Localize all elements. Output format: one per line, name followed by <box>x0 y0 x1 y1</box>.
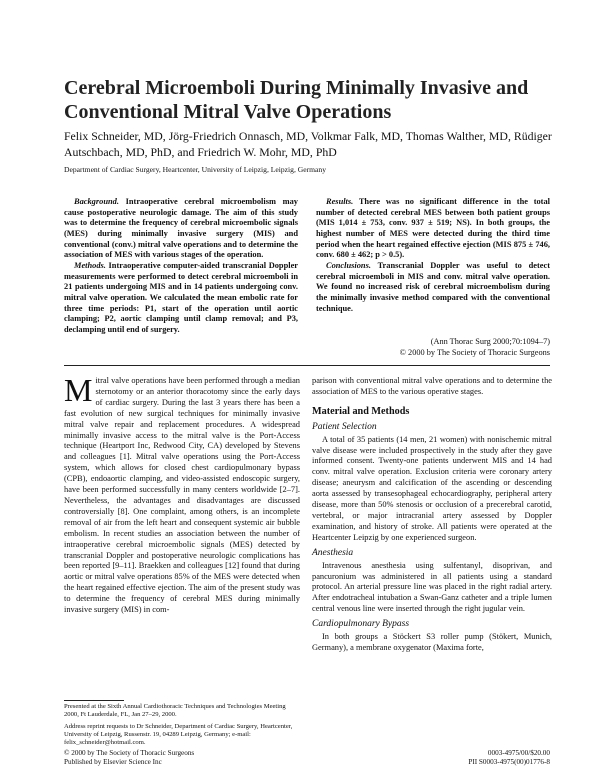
footer-copyright: © 2000 by The Society of Thoracic Surgeons <box>64 749 195 757</box>
background-label: Background. <box>74 197 119 206</box>
conclusions-text: Transcranial Doppler was useful to detect cerebral microemboli in MIS and conv. mitral valve operation. We found no increased risk of cerebral microembolism during the minimally invasive method compared with the conventional technique. <box>316 260 550 313</box>
patient-text: A total of 35 patients (14 men, 21 women) with nonischemic mitral valve disease were included prospectively in the study after they gave informed consent. Twenty-one patients underwent MIS and 14 had conv. mitral valve operation. Exclusion criteria were coronary artery disease; aneurysm and calcification of the ascending or descending aorta assessed by transesophageal echocardiography, peripheral artery disease, more than 50% stenosis or occlusion of a precerebral carotid, vertebral, or major intracranial artery assessed by Doppler examination, and history of stroke. All patients were operated at the Heartcenter Leipzig by one experienced surgeon. <box>312 434 552 542</box>
affiliation: Department of Cardiac Surgery, Heartcenter, University of Leipzig, Leipzig, Germany <box>64 165 327 174</box>
materials-heading: Material and Methods <box>312 405 410 417</box>
intro-continued: parison with conventional mitral valve operations and to determine the association of MES to the various operative stages. <box>312 376 552 396</box>
methods-column <box>312 376 552 654</box>
background-text: Intraoperative cerebral microembolism may cause postoperative neurologic damage. The aim of this study was to determine the frequency of cerebral microembolic signals (MES) during minimally invasive surgery (MIS) and conventional (conv.) mitral valve operations and to determine the association of MES with various stages of the operation. <box>64 197 298 260</box>
abstract-right-column <box>316 197 550 314</box>
anesthesia-text: Intravenous anesthesia using sulfentanyl, disoprivan, and pancuronium was administered in all patients using a standard protocol. An arterial pressure line was placed in the right radial artery. After endotracheal intubation a Swan-Ganz catheter and a triple lumen central venous line were inserted through the right jugular vein. <box>312 560 552 614</box>
conclusions-label: Conclusions. <box>326 260 371 270</box>
footnote-divider <box>64 700 124 701</box>
copyright-notice: © 2000 by The Society of Thoracic Surgeons <box>399 348 550 357</box>
author-list: Felix Schneider, MD, Jörg-Friedrich Onnasch, MD, Volkmar Falk, MD, Thomas Walther, MD, Rüdiger Autschbach, MD, PhD, and Friedrich W. Mohr, MD, PhD <box>64 129 552 159</box>
footer-publisher: Published by Elsevier Science Inc <box>64 758 162 766</box>
footer-left <box>64 749 194 767</box>
intro-column <box>64 372 300 616</box>
footer-pii: PII S0003-4975(00)01776-8 <box>468 758 550 766</box>
footer-price-code: 0003-4975/00/$20.00 <box>487 749 550 757</box>
patient-heading: Patient Selection <box>312 421 377 432</box>
footnote-address: Address reprint requests to Dr Schneider, Department of Cardiac Surgery, Heartcenter, University of Leipzig, Russenstr. 19, 04289 Leipzig, Germany; e-mail: felix_schneider@hotmail.com. <box>64 722 293 747</box>
footer-right <box>380 749 550 767</box>
drop-cap: M <box>64 372 93 408</box>
abstract-left-column <box>64 197 298 336</box>
footnotes <box>64 703 300 750</box>
results-label: Results. <box>326 197 354 206</box>
abstract-results <box>316 197 550 261</box>
results-text: There was no significant difference in the total number of detected cerebral MES between both patient groups (MIS 1,014 ± 753, conv. 937 ± 519; NS). In both groups, the highest number of MES were detected during the third time period when the heart regained effective ejection (MIS 875 ± 746, conv. 680 ± 462; p > 0.5). <box>316 197 550 260</box>
methods-text: Intraoperative computer-aided transcranial Doppler measurements were performed to detect cerebral microemboli in 21 patients undergoing MIS and in 14 patients undergoing conv. mitral valve operation. We calculated the mean embolic rate for three time periods: P1, start of the operation until aortic clamping; P2, aortic clamping until clamp removal; and P3, declamping until end of surgery. <box>64 260 299 334</box>
abstract-methods <box>64 261 298 336</box>
abstract-divider <box>64 365 550 366</box>
footnote-presented: Presented at the Sixth Annual Cardiothoracic Techniques and Technologies Meeting 2000, Ft Lauderdale, FL, Jan 27–29, 2000. <box>64 703 286 719</box>
cpb-heading: Cardiopulmonary Bypass <box>312 619 410 630</box>
intro-text: itral valve operations have been performed through a median sternotomy or an anterior thoracotomy since the early days of cardiac surgery. During the last 3 years there has been a fast evolution of new surgical techniques for minimally invasive mitral valve repair and replacement procedures. A widespread minimally invasive access to the mitral valve is the Port-Access technique (Heartport Inc, Redwood City, CA) developed by Stevens and colleagues [1]. Mitral valve operations using the Port-Access system, which allows for closed chest cardiopulmonary bypass (CPB), endoaortic clamping, and video-assisted endoscopic surgery, have been performed successfully in many centers worldwide [2–7]. Nevertheless, the advantages and disadvantages are discussed controversially [8]. One complaint, among others, is an incomplete removal of air from the left heart and consequent systemic air bubble embolism. In recent studies an association between the number of intraoperative cerebral microembolic signals (MES) detected by transcranial Doppler and postoperative neurologic complications has been reported [9–11]. Braekken and colleagues [12] found that during aortic or mitral valve operations 85% of the MES were detected when the heart regained effective ejection. The aim of the present study was to determine the frequency of cerebral MES during minimally invasive surgery (MIS) in com- <box>64 376 300 615</box>
intro-paragraph <box>64 372 300 616</box>
journal-citation: (Ann Thorac Surg 2000;70:1094–7) <box>430 337 550 346</box>
abstract-background <box>64 197 298 261</box>
citation-block <box>316 336 550 358</box>
abstract-conclusions <box>316 261 550 314</box>
methods-label: Methods. <box>74 260 106 270</box>
article-title: Cerebral Microemboli During Minimally Invasive and Conventional Mitral Valve Operations <box>64 77 529 123</box>
anesthesia-heading: Anesthesia <box>312 547 354 558</box>
cpb-text: In both groups a Stöckert S3 roller pump (Stökert, Munich, Germany), a membrane oxygenator (Maxima forte, <box>312 632 552 652</box>
